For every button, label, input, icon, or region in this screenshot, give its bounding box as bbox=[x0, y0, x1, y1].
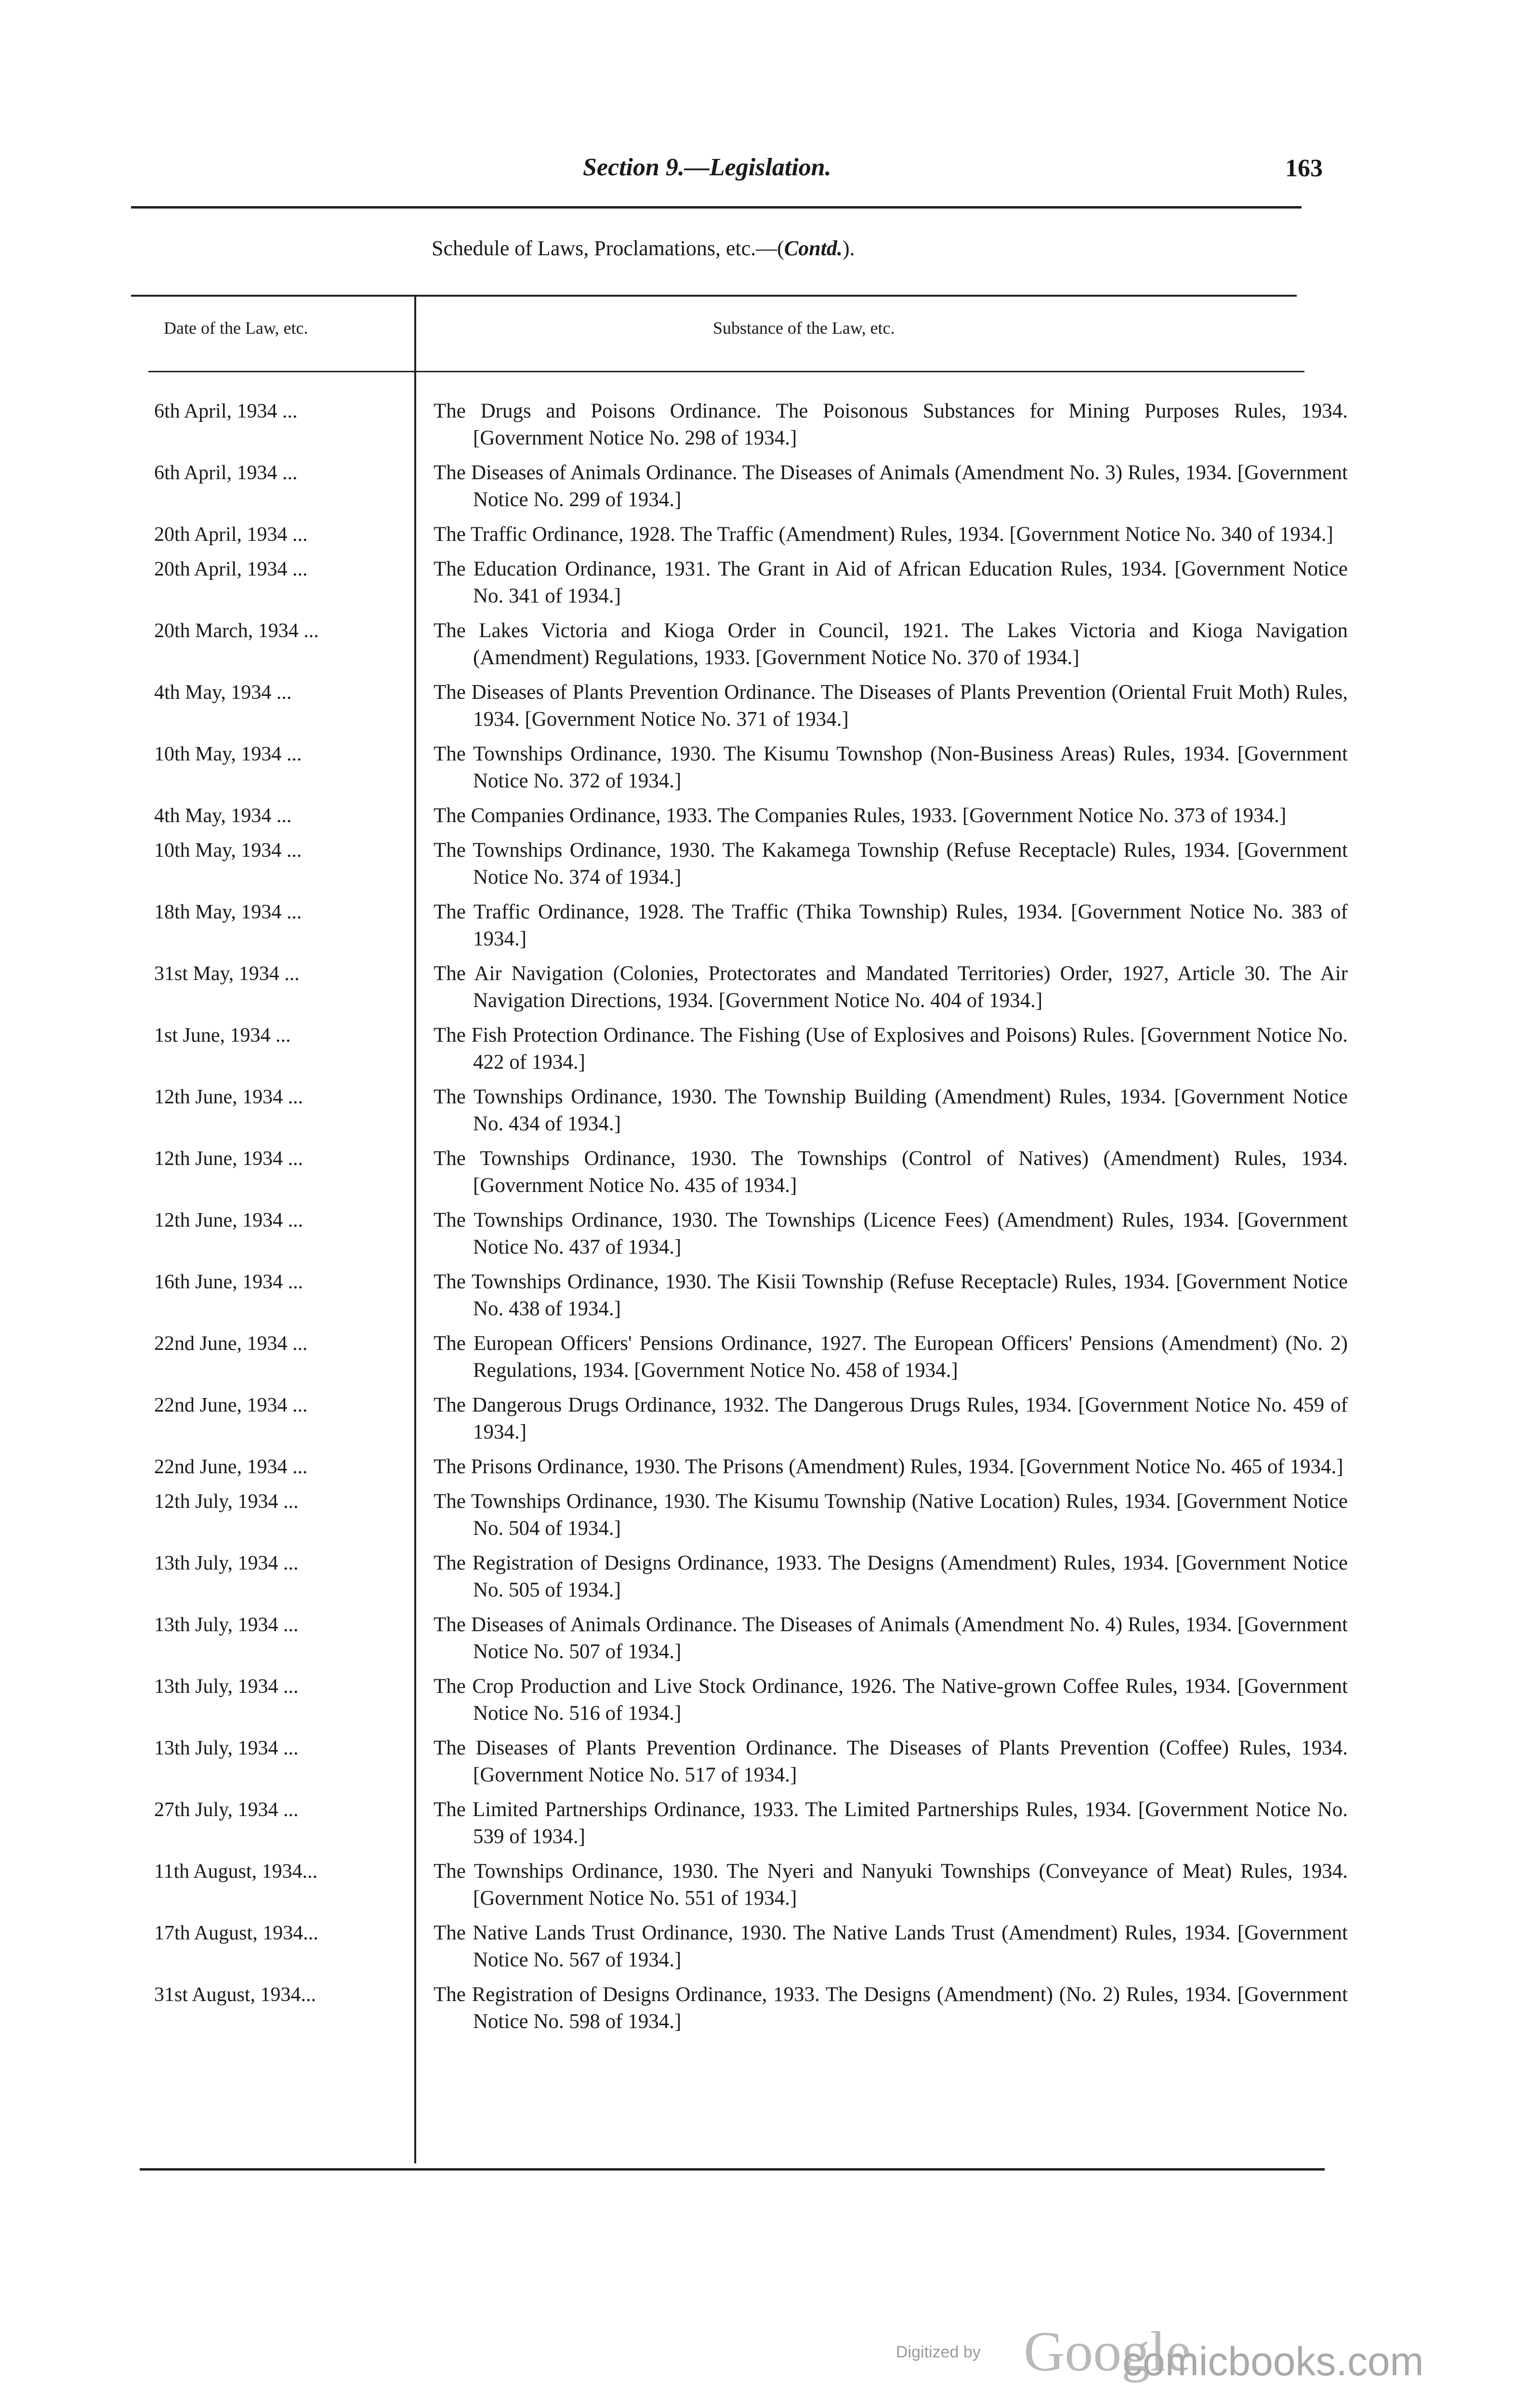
law-substance: The European Officers' Pensions Ordinance, 1927. The European Officers' Pensions (Amendment) (No. 2) Regulations, 1934. [Government Notice No. 458 of 1934.] bbox=[434, 1332, 1348, 1382]
law-date: 10th May, 1934 ... bbox=[154, 743, 302, 765]
table-row bbox=[0, 1022, 1527, 1076]
law-date: 16th June, 1934 ... bbox=[154, 1271, 303, 1293]
table-row bbox=[0, 1920, 1527, 1974]
law-substance: The Diseases of Plants Prevention Ordinance. The Diseases of Plants Prevention (Coffee) Rules, 1934. [Government Notice No. 517 of 1934.] bbox=[434, 1737, 1348, 1786]
law-substance: The Fish Protection Ordinance. The Fishing (Use of Explosives and Poisons) Rules. [Government Notice No. 422 of 1934.] bbox=[434, 1024, 1348, 1073]
law-substance: The Townships Ordinance, 1930. The Kisii Township (Refuse Receptacle) Rules, 1934. [Government Notice No. 438 of 1934.] bbox=[434, 1270, 1348, 1320]
law-substance: The Townships Ordinance, 1930. The Kisumu Townshop (Non-Business Areas) Rules, 1934. [Government Notice No. 372 of 1934.] bbox=[434, 743, 1348, 792]
law-date: 1st June, 1934 ... bbox=[154, 1024, 291, 1047]
table-row bbox=[0, 1392, 1527, 1446]
table-row bbox=[0, 1611, 1527, 1665]
law-substance: The Prisons Ordinance, 1930. The Prisons (Amendment) Rules, 1934. [Government Notice No. 465 of 1934.] bbox=[434, 1455, 1343, 1478]
table-row bbox=[0, 1145, 1527, 1199]
table-row bbox=[0, 459, 1527, 513]
law-substance: The Limited Partnerships Ordinance, 1933. The Limited Partnerships Rules, 1934. [Government Notice No. 539 of 1934.] bbox=[434, 1798, 1348, 1848]
law-date: 12th June, 1934 ... bbox=[154, 1209, 303, 1231]
table-top-rule bbox=[131, 295, 1297, 297]
law-date: 6th April, 1934 ... bbox=[154, 462, 298, 484]
digitized-by-label: Digitized by bbox=[896, 2343, 981, 2361]
law-date: 18th May, 1934 ... bbox=[154, 901, 302, 923]
law-date: 6th April, 1934 ... bbox=[154, 400, 298, 422]
law-substance: The Registration of Designs Ordinance, 1933. The Designs (Amendment) Rules, 1934. [Government Notice No. 505 of 1934.] bbox=[434, 1552, 1348, 1601]
schedule-title-text: Schedule of Laws, Proclamations, etc.—( bbox=[432, 236, 784, 260]
header-rule bbox=[131, 206, 1302, 209]
column-header-substance: Substance of the Law, etc. bbox=[713, 318, 895, 338]
table-row bbox=[0, 960, 1527, 1014]
table-row bbox=[0, 521, 1527, 548]
law-date: 13th July, 1934 ... bbox=[154, 1737, 299, 1759]
law-date: 13th July, 1934 ... bbox=[154, 1614, 299, 1636]
schedule-title-contd: Contd. bbox=[784, 236, 842, 260]
page-header bbox=[0, 153, 1527, 192]
table-row bbox=[0, 617, 1527, 671]
law-date: 20th March, 1934 ... bbox=[154, 620, 319, 642]
law-substance: The Traffic Ordinance, 1928. The Traffic (Amendment) Rules, 1934. [Government Notice No. 340 of 1934.] bbox=[434, 523, 1333, 546]
law-date: 11th August, 1934... bbox=[154, 1860, 318, 1883]
column-header-date: Date of the Law, etc. bbox=[164, 318, 308, 338]
law-date: 4th May, 1934 ... bbox=[154, 805, 292, 827]
law-substance: The Townships Ordinance, 1930. The Township Building (Amendment) Rules, 1934. [Government Notice No. 434 of 1934.] bbox=[434, 1086, 1348, 1135]
table-row bbox=[0, 1488, 1527, 1542]
law-date: 13th July, 1934 ... bbox=[154, 1675, 299, 1698]
law-date: 13th July, 1934 ... bbox=[154, 1552, 299, 1574]
law-date: 12th June, 1934 ... bbox=[154, 1086, 303, 1108]
table-bottom-rule bbox=[140, 2168, 1325, 2171]
law-substance: The Crop Production and Live Stock Ordinance, 1926. The Native-grown Coffee Rules, 1934. [Government Notice No. 516 of 1934.] bbox=[434, 1675, 1348, 1725]
law-date: 22nd June, 1934 ... bbox=[154, 1333, 308, 1355]
schedule-table-body bbox=[0, 398, 1527, 2043]
law-substance: The Townships Ordinance, 1930. The Nyeri and Nanyuki Townships (Conveyance of Meat) Rules, 1934. [Government Notice No. 551 of 1934.] bbox=[434, 1860, 1348, 1910]
page-number: 163 bbox=[1285, 155, 1323, 182]
law-date: 31st August, 1934... bbox=[154, 1984, 316, 2006]
table-row bbox=[0, 398, 1527, 452]
law-date: 20th April, 1934 ... bbox=[154, 523, 308, 546]
table-row bbox=[0, 741, 1527, 795]
law-date: 12th July, 1934 ... bbox=[154, 1491, 299, 1513]
table-row bbox=[0, 1453, 1527, 1480]
law-substance: The Drugs and Poisons Ordinance. The Poisonous Substances for Mining Purposes Rules, 1934. [Government Notice No. 298 of 1934.] bbox=[434, 400, 1348, 449]
law-date: 31st May, 1934 ... bbox=[154, 963, 300, 985]
table-row bbox=[0, 679, 1527, 733]
table-row bbox=[0, 1735, 1527, 1789]
law-date: 17th August, 1934... bbox=[154, 1922, 318, 1944]
table-row bbox=[0, 1330, 1527, 1384]
table-row bbox=[0, 1796, 1527, 1850]
table-row bbox=[0, 1207, 1527, 1261]
law-substance: The Townships Ordinance, 1930. The Townships (Control of Natives) (Amendment) Rules, 1934. [Government Notice No. 435 of 1934.] bbox=[434, 1147, 1348, 1197]
table-row bbox=[0, 1673, 1527, 1727]
law-substance: The Education Ordinance, 1931. The Grant in Aid of African Education Rules, 1934. [Government Notice No. 341 of 1934.] bbox=[434, 558, 1348, 607]
schedule-title-close: ). bbox=[842, 236, 855, 260]
table-row bbox=[0, 1550, 1527, 1604]
google-logo: Google bbox=[1024, 2320, 1191, 2383]
law-substance: The Companies Ordinance, 1933. The Companies Rules, 1933. [Government Notice No. 373 of 1934.] bbox=[434, 804, 1287, 827]
law-substance: The Air Navigation (Colonies, Protectorates and Mandated Territories) Order, 1927, Article 30. The Air Navigation Directions, 1934. [Government Notice No. 404 of 1934.] bbox=[434, 962, 1348, 1012]
table-row bbox=[0, 1858, 1527, 1912]
table-row bbox=[0, 1269, 1527, 1322]
law-date: 27th July, 1934 ... bbox=[154, 1799, 299, 1821]
law-date: 22nd June, 1934 ... bbox=[154, 1394, 308, 1416]
law-substance: The Townships Ordinance, 1930. The Kakamega Township (Refuse Receptacle) Rules, 1934. [Government Notice No. 374 of 1934.] bbox=[434, 839, 1348, 889]
law-substance: The Diseases of Animals Ordinance. The Diseases of Animals (Amendment No. 4) Rules, 1934. [Government Notice No. 507 of 1934.] bbox=[434, 1613, 1348, 1663]
law-date: 12th June, 1934 ... bbox=[154, 1148, 303, 1170]
law-substance: The Diseases of Animals Ordinance. The Diseases of Animals (Amendment No. 3) Rules, 1934. [Government Notice No. 299 of 1934.] bbox=[434, 461, 1348, 511]
law-substance: The Townships Ordinance, 1930. The Kisumu Township (Native Location) Rules, 1934. [Government Notice No. 504 of 1934.] bbox=[434, 1490, 1348, 1540]
law-substance: The Townships Ordinance, 1930. The Townships (Licence Fees) (Amendment) Rules, 1934. [Government Notice No. 437 of 1934.] bbox=[434, 1209, 1348, 1258]
law-substance: The Traffic Ordinance, 1928. The Traffic (Thika Township) Rules, 1934. [Government Notice No. 383 of 1934.] bbox=[434, 901, 1348, 950]
schedule-title bbox=[432, 236, 855, 261]
table-row bbox=[0, 802, 1527, 829]
law-substance: The Native Lands Trust Ordinance, 1930. The Native Lands Trust (Amendment) Rules, 1934. [Government Notice No. 567 of 1934.] bbox=[434, 1922, 1348, 1971]
law-date: 22nd June, 1934 ... bbox=[154, 1456, 308, 1478]
law-substance: The Dangerous Drugs Ordinance, 1932. The Dangerous Drugs Rules, 1934. [Government Notice No. 459 of 1934.] bbox=[434, 1394, 1348, 1443]
table-row bbox=[0, 1981, 1527, 2035]
table-row bbox=[0, 837, 1527, 891]
law-substance: The Diseases of Plants Prevention Ordinance. The Diseases of Plants Prevention (Oriental Fruit Moth) Rules, 1934. [Government Notice No. 371 of 1934.] bbox=[434, 681, 1348, 731]
table-row bbox=[0, 1084, 1527, 1138]
watermark-text: comicbooks.com bbox=[1122, 2339, 1424, 2384]
law-substance: The Registration of Designs Ordinance, 1933. The Designs (Amendment) (No. 2) Rules, 1934. [Government Notice No. 598 of 1934.] bbox=[434, 1983, 1348, 2033]
table-row bbox=[0, 556, 1527, 610]
table-row bbox=[0, 899, 1527, 953]
law-substance: The Lakes Victoria and Kioga Order in Council, 1921. The Lakes Victoria and Kioga Navigation (Amendment) Regulations, 1933. [Government Notice No. 370 of 1934.] bbox=[434, 619, 1348, 669]
law-date: 4th May, 1934 ... bbox=[154, 681, 292, 704]
section-title: Section 9.—Legislation. bbox=[583, 154, 831, 181]
table-header-rule bbox=[148, 371, 1304, 372]
law-date: 20th April, 1934 ... bbox=[154, 558, 308, 580]
law-date: 10th May, 1934 ... bbox=[154, 839, 302, 862]
